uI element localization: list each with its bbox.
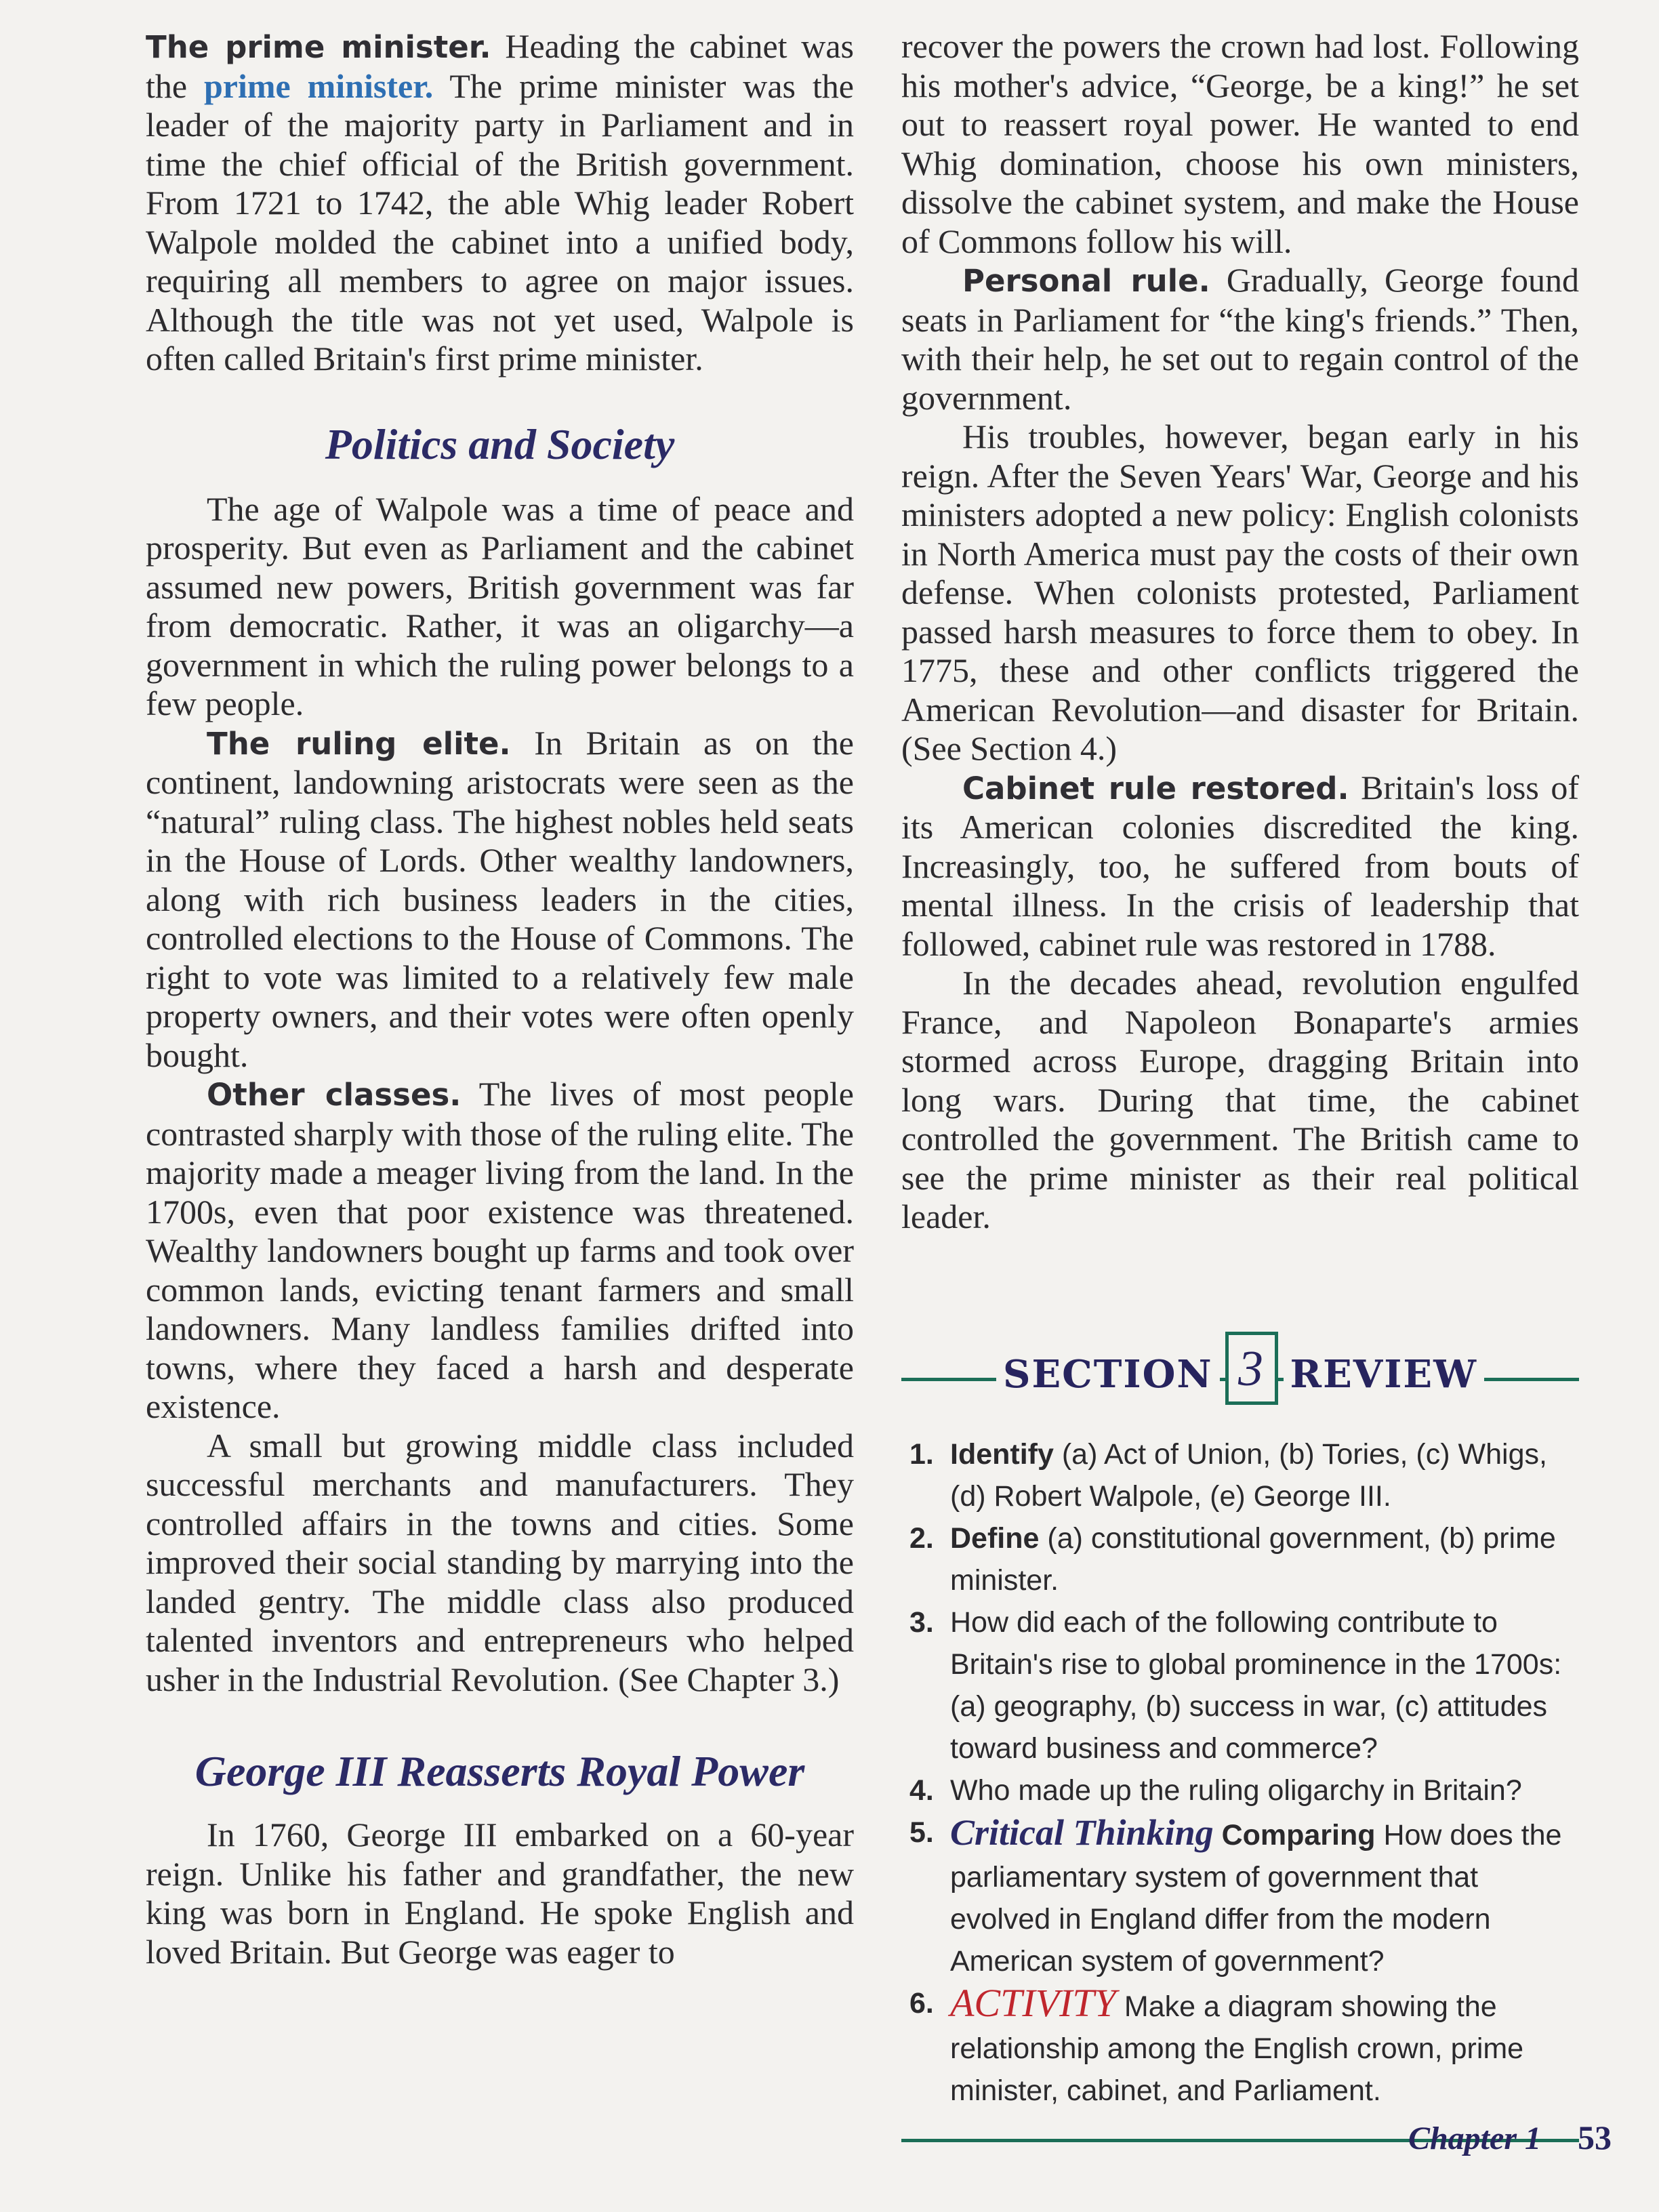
question-sublabel: Comparing <box>1221 1818 1376 1851</box>
run-in-heading: Cabinet rule restored. <box>962 770 1349 806</box>
review-question <box>901 1433 1579 1517</box>
activity-label: ACTIVITY <box>950 1980 1116 2025</box>
question-text: (a) Act of Union, (b) Tories, (c) Whigs, (d) Robert Walpole, (e) George III. <box>950 1437 1547 1513</box>
review-question-list <box>901 1433 1579 2112</box>
review-question <box>901 1982 1579 2112</box>
section-number-badge: 3 <box>1225 1332 1278 1405</box>
question-text: Make a diagram showing the relationship among the English crown, prime minister, cabinet, and Parliament. <box>950 1990 1524 2107</box>
question-number: 3. <box>909 1605 934 1639</box>
section-review-header <box>901 1332 1579 1406</box>
paragraph-cabinet-restored <box>901 769 1579 964</box>
paragraph-text: Heading the cabinet was the <box>146 27 854 105</box>
review-question <box>901 1769 1579 1811</box>
paragraph-text: In Britain as on the continent, landowning aristocrats were seen as the “natural” ruling class. The highest nobles held seats in the House of Lords. Other wealthy landowners, along with rich business leaders in the cities, controlled elections to the House of Commons. The right to vote was limited to a relatively few male property owners, and their votes were often openly bought. <box>146 723 854 1074</box>
page-number: 53 <box>1578 2118 1612 2156</box>
question-text: Who made up the ruling oligarchy in Britain? <box>950 1774 1522 1807</box>
run-in-heading: Other classes. <box>207 1077 462 1113</box>
question-number: 2. <box>909 1521 934 1555</box>
paragraph-text: Britain's loss of its American colonies discredited the king. Increasingly, too, he suffered from bouts of mental illness. In the crisis of leadership that followed, cabinet rule was restored in 1788. <box>901 768 1579 963</box>
paragraph-text: The lives of most people contrasted sharply with those of the ruling elite. The majority made a meager living from the land. In the 1700s, even that poor existence was threatened. Wealthy landowners bought up farms and took over common lands, evicting tenant farmers and small landowners. Many landless families drifted into towns, where they faced a harsh and desperate existence. <box>146 1075 854 1425</box>
run-in-heading: Personal rule. <box>962 263 1210 299</box>
question-number: 6. <box>909 1986 934 2020</box>
run-in-heading: The prime minister. <box>146 29 491 65</box>
critical-thinking-label: Critical Thinking <box>950 1811 1214 1853</box>
run-in-heading: The ruling elite. <box>207 725 511 762</box>
question-text: How does the parliamentary system of government that evolved in England differ from the modern American system of government? <box>950 1818 1562 1978</box>
paragraph-middle-class: A small but growing middle class included successful merchants and manufacturers. They controlled affairs in the towns and cities. Some improved their social standing by marrying into the landed gentry. The middle class also produced talented inventors and entrepreneurs who helped usher in the Industrial Revolution. (See Chapter 3.) <box>146 1426 854 1698</box>
question-label: Define <box>950 1521 1040 1555</box>
paragraph-personal-rule <box>901 261 1579 417</box>
question-number: 1. <box>909 1437 934 1471</box>
section-heading-george: George III Reasserts Royal Power <box>194 1747 805 1795</box>
paragraph-ruling-elite <box>146 724 854 1076</box>
question-text: How did each of the following contribute to Britain's rise to global prominence in the 1700s: (a) geography, (b) success in war, (c) attitudes toward business and commerce? <box>950 1605 1562 1765</box>
paragraph-recover-powers: recover the powers the crown had lost. Following his mother's advice, “George, be a king!” he set out to reassert royal power. He wanted to end Whig domination, choose his own ministers, dissolve the cabinet system, and make the House of Commons follow his will. <box>901 27 1579 260</box>
paragraph-troubles: His troubles, however, began early in his reign. After the Seven Years' War, George and his ministers adopted a new policy: English colonists in North America must pay the costs of their own defense. When colonists protested, Parliament passed harsh measures to force them to obey. In 1775, these and other conflicts triggered the American Revolution—and disaster for Britain. (See Section 4.) <box>901 417 1579 767</box>
question-text: (a) constitutional government, (b) prime minister. <box>950 1521 1556 1597</box>
paragraph-text: The prime minister was the leader of the majority party in Parliament and in time the chief official of the British government. From 1721 to 1742, the able Whig leader Robert Walpole molded the cabinet into a unified body, requiring all members to agree on major issues. Although the title was not yet used, Walpole is often called Britain's first prime minister. <box>146 66 854 377</box>
question-label: Identify <box>950 1437 1054 1471</box>
paragraph-george-reign: In 1760, George III embarked on a 60-year reign. Unlike his father and grandfather, the new king was born in England. He spoke English and loved Britain. But George was eager to <box>146 1816 854 1971</box>
paragraph-text: Gradually, George found seats in Parliament for “the king's friends.” Then, with their help, he set out to regain control of the government. <box>901 261 1580 417</box>
section-heading-politics: Politics and Society <box>325 419 675 468</box>
review-title <box>901 1332 1579 1405</box>
paragraph-oligarchy: The age of Walpole was a time of peace and prosperity. But even as Parliament and the cabinet assumed new powers, British government was far from democratic. Rather, it was an oligarchy—a government in which the ruling power belongs to a few people. <box>146 489 854 722</box>
paragraph-other-classes <box>146 1075 854 1427</box>
key-term: prime minister. <box>204 66 434 105</box>
question-number: 5. <box>909 1816 934 1849</box>
review-question <box>901 1601 1579 1769</box>
paragraph-decades-ahead: In the decades ahead, revolution engulfed France, and Napoleon Bonaparte's armies stormed across Europe, dragging Britain into long wars. During that time, the cabinet controlled the government. The British came to see the prime minister as their real political leader. <box>901 964 1579 1235</box>
question-number: 4. <box>909 1774 934 1807</box>
chapter-label: Chapter 1 <box>1408 2121 1541 2156</box>
page-footer <box>1408 2118 1612 2157</box>
review-question <box>901 1811 1579 1982</box>
review-word-section: SECTION <box>996 1344 1220 1405</box>
review-word-review: REVIEW <box>1284 1344 1484 1405</box>
paragraph-prime-minister <box>146 27 854 379</box>
right-column <box>901 27 1579 2142</box>
review-question <box>901 1517 1579 1601</box>
left-column <box>146 27 854 1971</box>
section-review-box <box>901 1332 1579 2142</box>
